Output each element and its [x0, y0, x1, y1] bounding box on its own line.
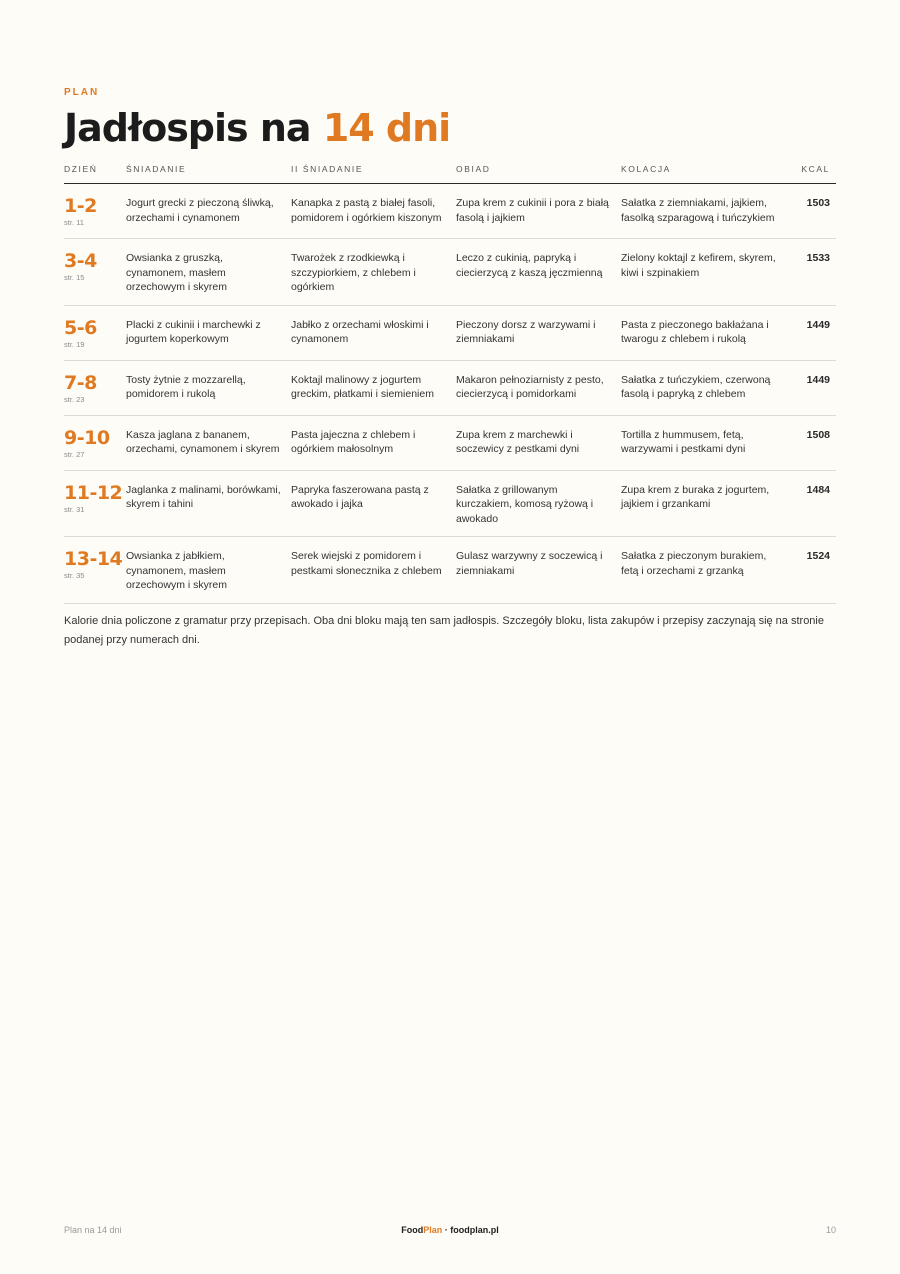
breakfast-cell: Owsianka z jabłkiem, cynamonem, masłem orzechowym i skyrem	[126, 537, 291, 604]
day-number: 1-2	[64, 195, 97, 217]
day-cell	[64, 305, 126, 360]
day-number: 7-8	[64, 371, 97, 394]
second-breakfast-cell: Papryka faszerowana pastą z awokado i jajka	[291, 470, 456, 537]
lunch-cell: Gulasz warzywny z soczewicą i ziemniakami	[456, 537, 621, 604]
breakfast-cell: Owsianka z gruszką, cynamonem, masłem orzechowym i skyrem	[126, 239, 291, 306]
table-row	[64, 537, 836, 604]
footnote: Kalorie dnia policzone z gramatur przy przepisach. Oba dni bloku mają ten sam jadłospis. Szczegóły bloku, lista zakupów i przepisy zaczynają się na stronie podanej przy numerach dni.	[64, 615, 824, 646]
dinner-cell: Pasta z pieczonego bakłażana i twarogu z chlebem i rukolą	[621, 305, 786, 360]
brand-url: · foodplan.pl	[442, 1225, 499, 1235]
column-header-kcal: KCAL	[786, 160, 836, 184]
table-row	[64, 184, 836, 239]
day-page-ref: str. 31	[64, 504, 85, 514]
brand-name-accent: Plan	[423, 1225, 443, 1235]
kcal-cell: 1524	[786, 537, 836, 604]
lunch-cell: Pieczony dorsz z warzywami i ziemniakami	[456, 305, 621, 360]
day-page-ref: str. 27	[64, 449, 85, 459]
day-cell	[64, 415, 126, 470]
kcal-cell: 1449	[786, 360, 836, 415]
dinner-cell: Zielony koktajl z kefirem, skyrem, kiwi i szpinakiem	[621, 239, 786, 306]
breakfast-cell: Jaglanka z malinami, borówkami, skyrem i tahini	[126, 470, 291, 537]
lunch-cell: Leczo z cukinią, papryką i ciecierzycą z kaszą jęczmienną	[456, 239, 621, 306]
day-number: 9-10	[64, 426, 110, 449]
table-row	[64, 305, 836, 360]
column-header-day: DZIEŃ	[64, 160, 126, 184]
day-number: 5-6	[64, 316, 97, 339]
kcal-cell: 1533	[786, 239, 836, 306]
breakfast-cell: Placki z cukinii i marchewki z jogurtem koperkowym	[126, 305, 291, 360]
column-header-lunch: OBIAD	[456, 160, 621, 184]
page	[64, 0, 836, 1274]
kcal-cell: 1503	[786, 184, 836, 239]
dinner-cell: Sałatka z tuńczykiem, czerwoną fasolą i papryką z chlebem	[621, 360, 786, 415]
lunch-cell: Sałatka z grillowanym kurczakiem, komosą ryżową i awokado	[456, 470, 621, 537]
second-breakfast-cell: Serek wiejski z pomidorem i pestkami słonecznika z chlebem	[291, 537, 456, 604]
kcal-cell: 1508	[786, 415, 836, 470]
second-breakfast-cell: Twarożek z rzodkiewką i szczypiorkiem, z chlebem i ogórkiem	[291, 239, 456, 306]
day-page-ref: str. 35	[64, 571, 85, 580]
day-cell	[64, 470, 126, 537]
dinner-cell: Tortilla z hummusem, fetą, warzywami i pestkami dyni	[621, 415, 786, 470]
day-page-ref: str. 11	[64, 218, 84, 227]
footer-brand	[64, 1225, 836, 1235]
column-header-dinner: KOLACJA	[621, 160, 786, 184]
dinner-cell: Sałatka z pieczonym burakiem, fetą i orzechami z grzanką	[621, 537, 786, 604]
title-accent: 14 dni	[322, 106, 451, 150]
breakfast-cell: Tosty żytnie z mozzarellą, pomidorem i rukolą	[126, 360, 291, 415]
day-cell	[64, 239, 126, 306]
column-header-breakfast: ŚNIADANIE	[126, 160, 291, 184]
dinner-cell: Zupa krem z buraka z jogurtem, jajkiem i grzankami	[621, 470, 786, 537]
second-breakfast-cell: Koktajl malinowy z jogurtem greckim, płatkami i siemieniem	[291, 360, 456, 415]
lunch-cell: Zupa krem z cukinii i pora z białą fasolą i jajkiem	[456, 184, 621, 239]
second-breakfast-cell: Pasta jajeczna z chlebem i ogórkiem małosolnym	[291, 415, 456, 470]
page-title	[64, 106, 450, 150]
day-cell	[64, 184, 126, 239]
table-row	[64, 360, 836, 415]
footer-doc-title: Plan na 14 dni	[64, 1225, 122, 1235]
table-header-row	[64, 160, 836, 184]
section-eyebrow: PLAN	[64, 87, 100, 98]
table-row	[64, 415, 836, 470]
table-row	[64, 239, 836, 306]
brand-name-main: Food	[401, 1225, 424, 1235]
kcal-cell: 1449	[786, 305, 836, 360]
day-cell	[64, 537, 126, 604]
title-main: Jadłospis na	[64, 106, 323, 150]
kcal-cell: 1484	[786, 470, 836, 537]
second-breakfast-cell: Jabłko z orzechami włoskimi i cynamonem	[291, 305, 456, 360]
day-number: 3-4	[64, 250, 97, 272]
breakfast-cell: Jogurt grecki z pieczoną śliwką, orzechami i cynamonem	[126, 184, 291, 239]
day-number: 13-14	[64, 548, 123, 570]
meal-plan-table	[64, 160, 836, 604]
page-number: 10	[825, 1225, 836, 1235]
day-page-ref: str. 19	[64, 339, 85, 349]
dinner-cell: Sałatka z ziemniakami, jajkiem, fasolką szparagową i tuńczykiem	[621, 184, 786, 239]
column-header-second-breakfast: II ŚNIADANIE	[291, 160, 456, 184]
second-breakfast-cell: Kanapka z pastą z białej fasoli, pomidorem i ogórkiem kiszonym	[291, 184, 456, 239]
breakfast-cell: Kasza jaglana z bananem, orzechami, cynamonem i skyrem	[126, 415, 291, 470]
day-page-ref: str. 15	[64, 273, 85, 282]
lunch-cell: Makaron pełnoziarnisty z pesto, ciecierzycą i pomidorkami	[456, 360, 621, 415]
day-page-ref: str. 23	[64, 394, 85, 404]
day-number: 11-12	[64, 481, 123, 504]
lunch-cell: Zupa krem z marchewki i soczewicy z pestkami dyni	[456, 415, 621, 470]
day-cell	[64, 360, 126, 415]
table-row	[64, 470, 836, 537]
